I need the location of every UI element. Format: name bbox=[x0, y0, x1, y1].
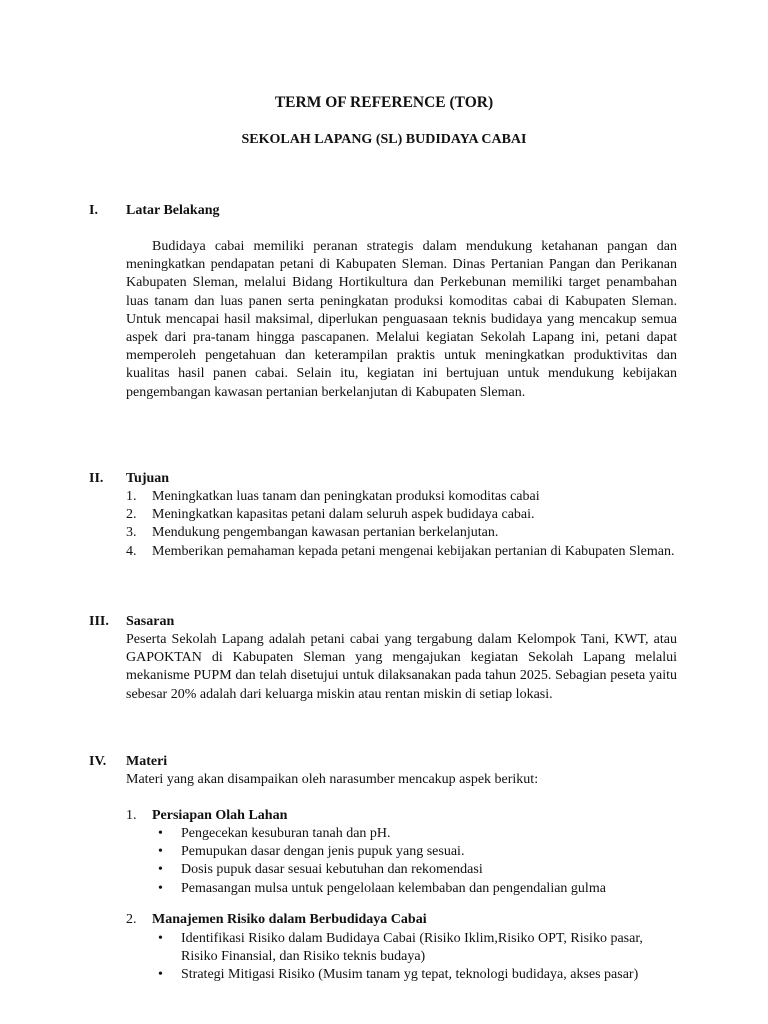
section-3-number: III. bbox=[89, 614, 109, 629]
materi-topic-2-heading bbox=[126, 912, 677, 928]
bullet-text: Pemupukan dasar dengan jenis pupuk yang sesuai. bbox=[181, 844, 465, 860]
bullet-item bbox=[155, 825, 678, 843]
document-title: TERM OF REFERENCE (TOR) bbox=[274, 94, 494, 111]
list-item bbox=[126, 506, 677, 524]
bullet-icon: • bbox=[158, 844, 163, 860]
bullet-item bbox=[155, 930, 678, 966]
list-item-number: 4. bbox=[126, 543, 137, 559]
bullet-item bbox=[155, 861, 678, 879]
bullet-text: Identifikasi Risiko dalam Budidaya Cabai (Risiko Iklim,Risiko OPT, Risiko pasar, Risiko Finansial, dan Risiko teknis budaya) bbox=[181, 931, 643, 965]
list-item-number: 1. bbox=[126, 489, 137, 504]
list-item-number: 2. bbox=[126, 507, 137, 523]
list-item bbox=[126, 488, 677, 506]
list-item-text: Mendukung pengembangan kawasan pertanian berkelanjutan. bbox=[152, 525, 499, 541]
section-4-heading: Materi bbox=[126, 754, 168, 769]
section-2-list bbox=[126, 488, 677, 561]
list-item-text: Meningkatkan luas tanam dan peningkatan produksi komoditas cabai bbox=[152, 489, 540, 504]
section-4-number: IV. bbox=[89, 754, 107, 769]
list-item bbox=[126, 543, 677, 561]
materi-topic-1-heading bbox=[126, 808, 677, 824]
materi-topic-1-bullets bbox=[155, 825, 678, 898]
bullet-icon: • bbox=[158, 862, 163, 878]
section-1-paragraph bbox=[126, 238, 677, 402]
list-item-text: Memberikan pemahaman kepada petani mengenai kebijakan pertanian di Kabupaten Sleman. bbox=[152, 543, 675, 559]
topic-label: Manajemen Risiko dalam Berbudidaya Cabai bbox=[152, 912, 427, 927]
list-item-number: 3. bbox=[126, 525, 137, 541]
list-item-text: Meningkatkan kapasitas petani dalam seluruh aspek budidaya cabai. bbox=[152, 507, 535, 523]
bullet-icon: • bbox=[158, 931, 163, 946]
section-3-heading: Sasaran bbox=[126, 614, 175, 629]
bullet-item bbox=[155, 843, 678, 861]
bullet-icon: • bbox=[158, 967, 163, 983]
bullet-icon: • bbox=[158, 826, 163, 841]
section-1-heading: Latar Belakang bbox=[126, 203, 220, 218]
bullet-text: Dosis pupuk dasar sesuai kebutuhan dan rekomendasi bbox=[181, 862, 483, 878]
bullet-text: Pemasangan mulsa untuk pengelolaan kelembaban dan pengendalian gulma bbox=[181, 880, 606, 896]
list-item bbox=[126, 524, 677, 542]
materi-topic-2-bullets bbox=[155, 930, 678, 985]
bullet-item bbox=[155, 966, 678, 984]
bullet-icon: • bbox=[158, 880, 163, 896]
section-2-number: II. bbox=[89, 471, 104, 486]
section-1-number: I. bbox=[89, 203, 98, 218]
topic-number: 1. bbox=[126, 808, 137, 823]
bullet-item bbox=[155, 880, 678, 898]
bullet-text: Strategi Mitigasi Risiko (Musim tanam yg tepat, teknologi budidaya, akses pasar) bbox=[181, 967, 639, 983]
section-1-paragraph-text: Budidaya cabai memiliki peranan strategis dalam mendukung ketahanan pangan dan meningkatkan pendapatan petani di Kabupaten Sleman. Dinas Pertanian Pangan dan Perikanan Kabupaten Sleman, melalui Bidang Hortikultura dan Perkebunan memiliki target penambahan luas tanam dan luas panen serta peningkatan produksi komoditas cabai di Kabupaten Sleman. Untuk mencapai hasil maksimal, diperlukan penguasaan teknis budidaya yang mencakup semua aspek dari pra-tanam hingga pascapanen. Melalui kegiatan Sekolah Lapang ini, petani dapat memperoleh pengetahuan dan keterampilan praktis untuk meningkatkan produktivitas dan kualitas hasil panen cabai. Selain itu, kegiatan ini bertujuan untuk mendukung kebijakan pengembangan kawasan pertanian berkelanjutan di Kabupaten Sleman. bbox=[126, 239, 677, 400]
topic-number: 2. bbox=[126, 912, 137, 927]
topic-label: Persiapan Olah Lahan bbox=[152, 808, 288, 823]
section-2-heading: Tujuan bbox=[126, 471, 170, 486]
section-4-intro: Materi yang akan disampaikan oleh narasumber mencakup aspek berikut: bbox=[126, 772, 539, 787]
bullet-text: Pengecekan kesuburan tanah dan pH. bbox=[181, 826, 391, 841]
document-subtitle: SEKOLAH LAPANG (SL) BUDIDAYA CABAI bbox=[241, 132, 527, 147]
section-3-paragraph: Peserta Sekolah Lapang adalah petani cabai yang tergabung dalam Kelompok Tani, KWT, atau GAPOKTAN di Kabupaten Sleman yang mengajukan kegiatan Sekolah Lapang melalui mekanisme PUPM dan telah disetujui untuk dilaksanakan pada tahun 2025. Sebagian peseta yaitu sebesar 20% adalah dari keluarga miskin atau rentan miskin di setiap lokasi. bbox=[126, 632, 677, 702]
